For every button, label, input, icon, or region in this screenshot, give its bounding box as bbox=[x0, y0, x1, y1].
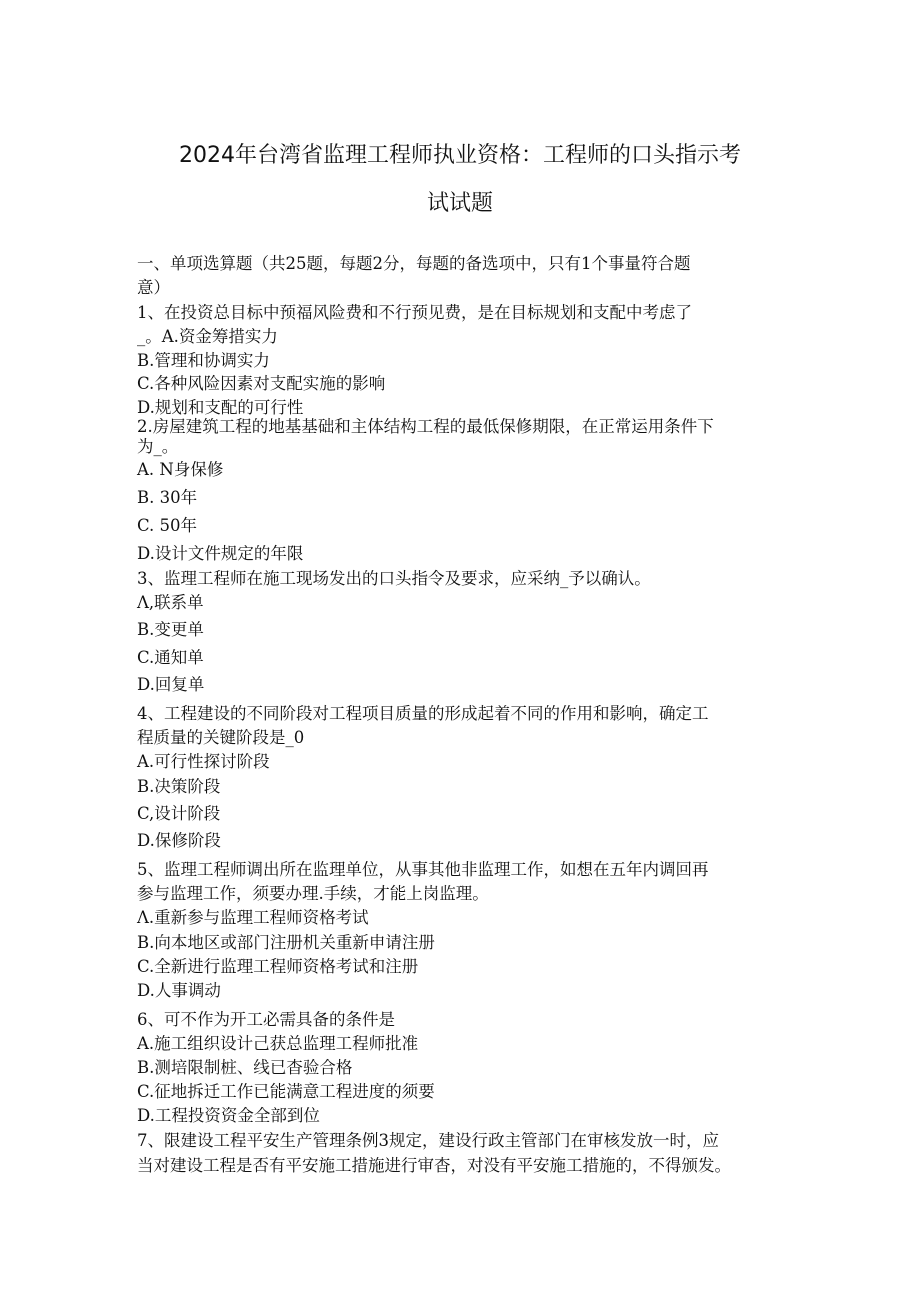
question-6-stem-line1: 6、可不作为开工必需具备的条件是 bbox=[137, 1010, 395, 1029]
question-3-option-a: Λ,联系单 bbox=[137, 593, 204, 612]
question-1-option-c: C.各种风险因素对支配实施的影响 bbox=[137, 374, 386, 393]
question-7-stem-line1: 7、限建设工程平安生产管理条例3规定，建设行政主管部门在审核发放一时，应 bbox=[137, 1131, 719, 1150]
question-3-option-c: C.通知单 bbox=[137, 648, 204, 667]
question-6-option-b: B.测培限制桩、线已杳验合格 bbox=[137, 1058, 353, 1077]
question-5-option-a: Λ.重新参与监理工程师资格考试 bbox=[137, 908, 369, 927]
question-6-option-a: A.施工组织设计己获总监理工程师批准 bbox=[137, 1034, 419, 1053]
question-2-option-d: D.设计文件规定的年限 bbox=[137, 544, 304, 563]
question-1-option-b: B.管理和协调实力 bbox=[137, 351, 270, 370]
section-heading-line1: 一、单项选算题（共25题，每题2分，每题的备选项中，只有1个事量符合题 bbox=[137, 254, 691, 273]
question-4-option-b: B.决策阶段 bbox=[137, 777, 221, 796]
question-2-stem-line1: 2.房屋建筑工程的地基基础和主体结构工程的最低保修期限，在正常运用条件下 bbox=[137, 417, 714, 436]
question-2-stem-line2: 为_。 bbox=[137, 437, 179, 456]
question-1-option-d: D.规划和支配的可行性 bbox=[137, 398, 304, 417]
question-5-option-c: C.全新进行监理工程师资格考试和注册 bbox=[137, 957, 419, 976]
question-1-stem-line2: _。A.资金筹措实力 bbox=[137, 327, 278, 346]
question-2-option-b: B. 30年 bbox=[137, 488, 198, 507]
section-heading-line2: 意） bbox=[137, 278, 170, 297]
question-6-option-c: C.征地拆迁工作已能满意工程进度的须要 bbox=[137, 1082, 435, 1101]
document-title-line2: 试试题 bbox=[426, 191, 493, 216]
question-1-stem-line1: 1、在投资总目标中预福风险费和不行预见费，是在目标规划和支配中考虑了 bbox=[137, 303, 692, 322]
question-4-option-d: D.保修阶段 bbox=[137, 831, 221, 850]
question-4-stem-line1: 4、工程建设的不同阶段对工程项目质量的形成起着不同的作用和影响，确定工 bbox=[137, 704, 709, 723]
question-5-option-d: D.人事调动 bbox=[137, 981, 221, 1000]
question-4-option-c: C,设计阶段 bbox=[137, 804, 221, 823]
question-2-option-c: C. 50年 bbox=[137, 516, 198, 535]
document-title-line1: 2024年台湾省监理工程师执业资格：工程师的口头指示考 bbox=[179, 143, 741, 168]
question-3-stem-line1: 3、监理工程师在施工现场发出的口头指令及要求，应采纳_予以确认。 bbox=[137, 569, 651, 588]
question-5-stem-line2: 参与监理工作，须要办理.手续，才能上岗监理。 bbox=[137, 884, 489, 903]
question-7-stem-line2: 当对建设工程是否有平安施工措施进行审杳，对没有平安施工措施的，不得颁发。 bbox=[137, 1156, 731, 1175]
question-5-stem-line1: 5、监理工程师调出所在监理单位，从事其他非监理工作，如想在五年内调回再 bbox=[137, 860, 709, 879]
question-5-option-b: B.向本地区或部门注册机关重新申请注册 bbox=[137, 933, 435, 952]
question-3-option-b: B.变更单 bbox=[137, 620, 204, 639]
question-4-stem-line2: 程质量的关键阶段是_0 bbox=[137, 728, 305, 747]
question-4-option-a: A.可行性探讨阶段 bbox=[137, 752, 270, 771]
question-6-option-d: D.工程投资资金全部到位 bbox=[137, 1106, 320, 1125]
question-3-option-d: D.回复单 bbox=[137, 675, 205, 694]
question-2-option-a: A. N身保修 bbox=[137, 460, 224, 479]
